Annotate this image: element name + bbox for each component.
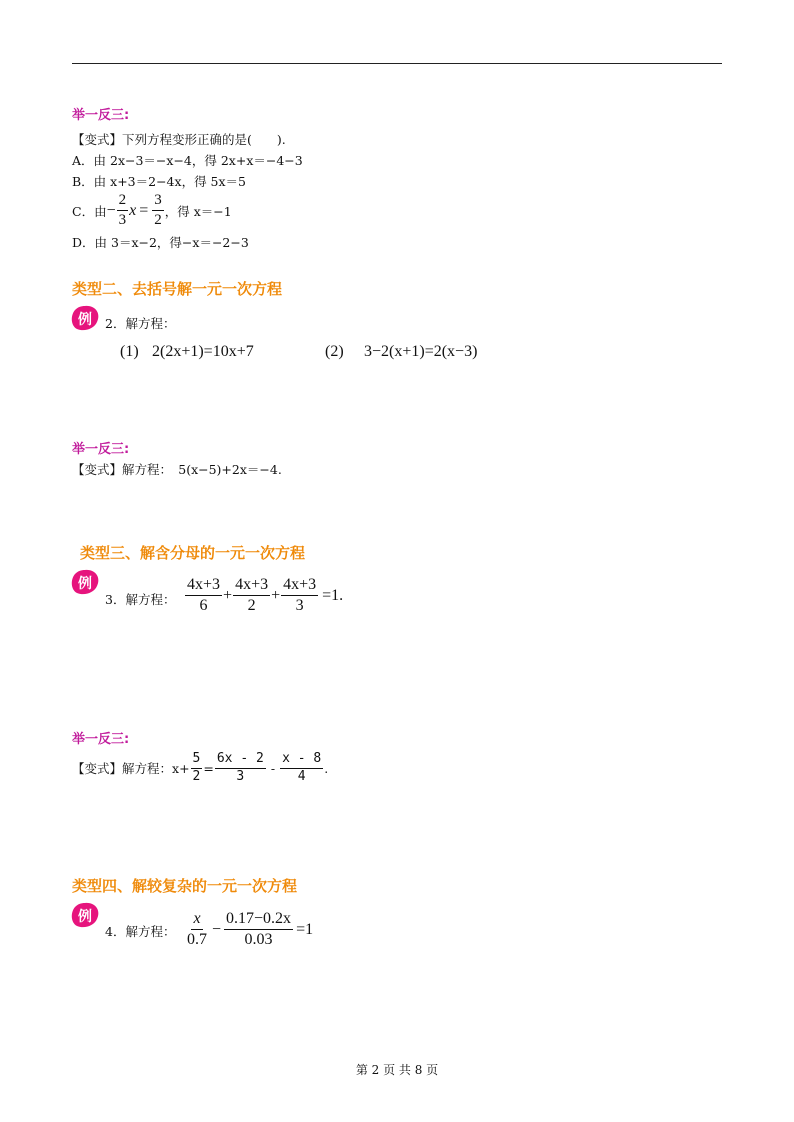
example-4-label: 4．解方程： (105, 924, 176, 939)
variant-3-minus: - (270, 760, 276, 776)
variant-3-f3-den: 4 (297, 768, 306, 784)
option-c-minus: − (106, 201, 116, 219)
practice-heading-2: 举一反三: (72, 442, 130, 457)
variant-2: 【变式】解方程： 5(x−5)+2x＝−4. (72, 462, 282, 477)
svg-text:例: 例 (78, 312, 92, 328)
option-c-suffix: ，得 x＝−1 (164, 203, 232, 219)
header-rule (72, 63, 722, 64)
example-badge-icon (70, 305, 101, 333)
practice-heading-3: 举一反三: (72, 732, 130, 747)
variant-3-f2-num: 6x - 2 (215, 752, 266, 769)
option-b: B．由 x+3＝2−4x，得 5x＝5 (72, 174, 246, 189)
variant-3-fraction-3 (280, 752, 323, 785)
option-c-den-2: 2 (154, 212, 162, 229)
variant-3-fraction-2 (215, 752, 266, 785)
variant-3-f3-num: x - 8 (280, 752, 323, 769)
fraction-3-num: 4x+3 (281, 576, 318, 596)
variant-3-f1-den: 2 (192, 768, 201, 784)
fraction-decimal (224, 910, 293, 950)
option-c-num-2: 3 (152, 192, 164, 211)
fraction-2 (233, 576, 270, 616)
variant-3-eq: = (203, 760, 214, 776)
option-c-var: x (129, 201, 137, 219)
option-a: A．由 2x−3＝−x−4，得 2x+x＝−4−3 (72, 153, 303, 168)
eq-2-label: (2) (325, 343, 344, 360)
option-c-prefix: C．由 (72, 203, 107, 219)
option-d: D．由 3＝x−2，得−x＝−2−3 (72, 235, 249, 250)
example-2-label: 2．解方程： (105, 316, 176, 331)
practice-heading-1: 举一反三: (72, 108, 130, 123)
fraction-1 (185, 576, 222, 616)
fraction-x-num: x (191, 910, 202, 930)
example-3-label: 3．解方程： (105, 592, 176, 607)
fraction-3-den: 3 (295, 597, 304, 615)
variant-3-end: . (324, 760, 329, 776)
option-c-eq: = (139, 201, 149, 219)
equation-4-rhs: =1 (296, 920, 314, 938)
example-badge-icon (70, 902, 101, 930)
fraction-decimal-den: 0.03 (244, 931, 273, 949)
fraction-x-den: 0.7 (187, 931, 207, 949)
variant-3 (72, 752, 328, 785)
eq-1: 2(2x+1)=10x+7 (152, 343, 254, 360)
fraction-2-num: 4x+3 (233, 576, 270, 596)
variant-3-f2-den: 3 (236, 768, 245, 784)
example-badge-icon (70, 569, 101, 597)
option-c-num-1: 2 (117, 192, 129, 211)
example-3-equation (184, 576, 343, 616)
svg-text:例: 例 (78, 576, 92, 592)
plus-2: + (271, 586, 281, 604)
fraction-1-num: 4x+3 (185, 576, 222, 596)
minus-sign: − (212, 920, 222, 938)
option-c-den-1: 3 (118, 212, 127, 229)
equation-rhs: =1. (322, 586, 344, 604)
option-c (72, 192, 232, 230)
fraction-1-den: 6 (199, 597, 208, 615)
plus-1: + (223, 586, 233, 604)
type3-title: 类型三、解含分母的一元一次方程 (80, 544, 306, 562)
variant-3-f1-num: 5 (191, 752, 203, 769)
fraction-decimal-num: 0.17−0.2x (224, 910, 293, 930)
type2-title: 类型二、去括号解一元一次方程 (72, 280, 283, 298)
option-c-fraction-2 (152, 192, 164, 230)
eq-2: 3−2(x+1)=2(x−3) (364, 343, 478, 360)
variant-3-fraction-1 (191, 752, 203, 785)
variant-question-1: 【变式】下列方程变形正确的是( ). (72, 132, 286, 147)
svg-text:例: 例 (78, 909, 92, 925)
option-c-fraction-1 (117, 192, 129, 230)
example-4-equation (184, 910, 313, 950)
variant-3-prefix: 【变式】解方程： (72, 761, 173, 777)
fraction-x (185, 910, 209, 950)
eq-1-label: (1) (120, 343, 139, 360)
variant-3-xplus: x+ (172, 760, 190, 776)
type4-title: 类型四、解较复杂的一元一次方程 (72, 877, 298, 895)
fraction-2-den: 2 (247, 597, 256, 615)
page-footer: 第 2 页 共 8 页 (355, 1063, 439, 1077)
fraction-3 (281, 576, 318, 616)
